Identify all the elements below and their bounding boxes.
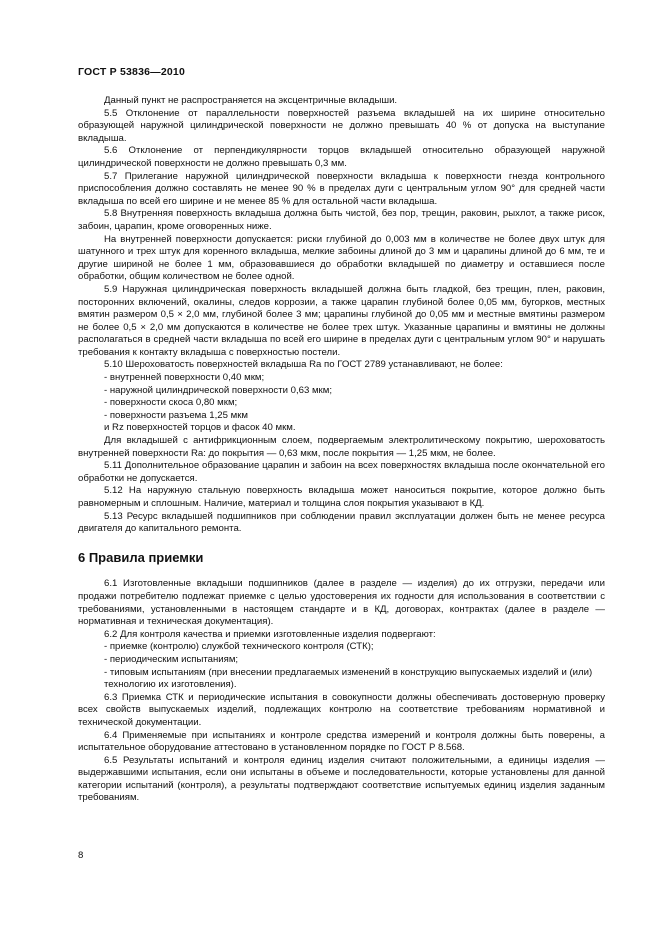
paragraph: 5.11 Дополнительное образование царапин и забоин на всех поверхностях вкладыша после окончательной его обработки не допускается. [78,460,605,484]
paragraph: 6.3 Приемка СТК и периодические испытания в совокупности должны обеспечивать достоверную проверку всех свойств выпускаемых изделий, подлежащих контролю на соответствие требованиям нормативной и технической документации. [78,691,605,728]
paragraph-group-mid [78,435,605,536]
paragraph: 5.9 Наружная цилиндрическая поверхность вкладышей должна быть гладкой, без трещин, плен, раковин, посторонних включений, окалины, следов коррозии, а также царапин глубиной более 0,05 мм, бугорков, местных вмятин размером 0,5 × 2,0 мм, глубиной более 3 мм; царапины глубиной до 0,05 мм и местные вмятины размером не более 0,5 × 2,0 мм допускаются в количестве не более трех штук. Указанные царапины и вмятины не должны располагаться в средней части вкладыша по всей его ширине в пределах дуги с центральным углом 90° и нарушать требования к контакту вкладыша с поверхностью постели. [78,283,605,358]
document-body [78,95,605,805]
paragraph: 6.5 Результаты испытаний и контроля единиц изделия считают положительными, а единицы изделия — выдержавшими испытания, если они испытаны в объеме и последовательности, которые установлены для данной категории испытаний (контроля), а результаты подтверждают соответствие испытуемых единиц изделия заданным требованиям. [78,754,605,804]
document-header: ГОСТ Р 53836—2010 [78,66,186,78]
paragraph: 6.4 Применяемые при испытаниях и контроле средства измерений и контроля должны быть поверены, а испытательное оборудование аттестовано в установленном порядке по ГОСТ Р 8.568. [78,729,605,754]
paragraph: Для вкладышей с антифрикционным слоем, подвергаемым электролитическому покрытию, шероховатость внутренней поверхности Ra: до покрытия — 0,63 мкм, после покрытия — 1,25 мкм, не более. [78,435,605,459]
control-list [78,641,605,691]
list-item: - поверхности скоса 0,80 мкм; [104,397,238,409]
section-heading: 6 Правила приемки [78,549,204,565]
paragraph: На внутренней поверхности допускается: риски глубиной до 0,003 мм в количестве не более двух штук для шатунного и трех штук для коренного вкладыша, мелкие забоины длиной до 3 мм и царапины длиной до 6 мм, те и другие шириной не более 1 мм, образовавшиеся до обработки вкладышей по диаметру и оставшиеся после обработки, общим количеством не более одной. [78,233,605,283]
paragraph: Данный пункт не распространяется на эксцентричные вкладыши. [104,95,398,106]
list-item: - внутренней поверхности 0,40 мкм; [104,372,265,384]
paragraph: 5.7 Прилегание наружной цилиндрической поверхности вкладыша к поверхности гнезда контрольного приспособления должно составлять не менее 90 % в пределах дуги с центральным углом 90° для средней части вкладыша по всей его ширине и не менее 85 % для остальной части вкладыша. [78,170,605,207]
paragraph-group-top [78,95,605,372]
paragraph: 5.6 Отклонение от перпендикулярности торцов вкладышей относительно образующей наружной цилиндрической поверхности не должно превышать 0,3 мм. [78,145,605,169]
paragraph: 5.5 Отклонение от параллельности поверхностей разъема вкладышей на их ширине относительно образующей наружной цилиндрической поверхности не должно превышать 40 % от допуска на выступание вкладыша. [78,107,605,144]
list-item: - наружной цилиндрической поверхности 0,63 мкм; [104,384,333,396]
list-item: - периодическим испытаниям; [104,653,239,665]
list-item: - приемке (контролю) службой технического контроля (СТК); [104,641,374,653]
roughness-list [78,372,605,435]
paragraph: 6.2 Для контроля качества и приемки изготовленные изделия подвергают: [104,628,436,640]
paragraph: 5.12 На наружную стальную поверхность вкладыша может наноситься покрытие, которое должно быть равномерным и сплошным. Наличие, материал и толщина слоя покрытия указывают в КД. [78,485,605,509]
list-item: и Rz поверхностей торцов и фасок 40 мкм. [104,422,296,434]
paragraph: 5.8 Внутренняя поверхность вкладыша должна быть чистой, без пор, трещин, раковин, рыхлот, а также рисок, забоин, царапин, кроме оговоренных ниже. [78,208,605,232]
paragraph: 6.1 Изготовленные вкладыши подшипников (далее в разделе — изделия) до их отгрузки, передачи или продажи потребителю подлежат приемке с целью удостоверения их годности для использования в соответствии с требованиями, установленными в настоящем стандарте и в КД, договорах, контрактах (далее в разделе — нормативная и техническая документация). [78,578,605,628]
list-item: - типовым испытаниям (при внесении предлагаемых изменений в конструкцию выпускаемых изделий и (или) технологию их изготовления). [104,666,593,691]
paragraph: 5.10 Шероховатость поверхностей вкладыша Ra по ГОСТ 2789 устанавливают, не более: [104,359,503,371]
paragraph-group-sec6a [78,578,605,641]
paragraph-group-sec6b [78,692,605,805]
list-item: - поверхности разъема 1,25 мкм [104,409,248,421]
paragraph: 5.13 Ресурс вкладышей подшипников при соблюдении правил эксплуатации должен быть не менее ресурса двигателя до капитального ремонта. [78,510,605,535]
page-number: 8 [78,850,84,861]
